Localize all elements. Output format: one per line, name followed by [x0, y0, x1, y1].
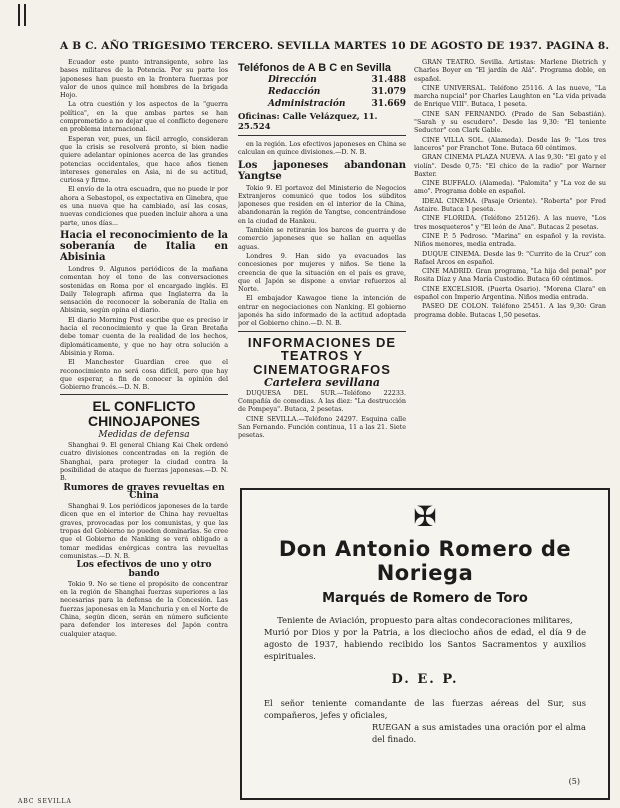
article-heading-rumores: Rumores de graves revueltas en China [63, 482, 225, 501]
paragraph: Tokio 9. No se tiene el propósito de concentrar en la región de Shanghai fuerzas superiores a las necesarias para la defensa de la Concesión. Las fuerzas japonesas en la Manchuria y en el Norte de China, según dicen, serán en número suficiente para defender los intereses del Japón contra cualquier ataque. [60, 579, 228, 638]
paragraph: CINE P. 5 Pedroso. "Marina" en español y la revista. Niños menores, media entrada. [414, 231, 606, 249]
article-heading-teatros: INFORMACIONES DE TEATROS Y CINEMATOGRAFOS [247, 334, 397, 377]
divider [238, 331, 406, 332]
paragraph: CINE EXCELSIOR. (Puerta Osario). "Morena Clara" en español con Imperio Argentina. Niños media entrada. [414, 284, 606, 302]
column-3 [414, 58, 606, 473]
phone-row [238, 98, 406, 110]
phone-row [238, 74, 406, 86]
paragraph: El envío de la otra escuadra, que no puede ir por ahora a Sebastopol, es expectativa en Ginebra, que es una nueva que ha cambiado, así las cosas, nuevas condiciones que pueden incluir ahora a una parte, unos días... [60, 185, 228, 227]
column-2 [238, 140, 406, 485]
paragraph: CINE UNIVERSAL. Teléfono 25116. A las nueve, "La marcha nupcial" por Charles Laughton en "La vida privada de Enrique VIII". Butaca, 1 peseta. [414, 83, 606, 109]
obituary-text: El señor teniente comandante de las fuerzas aéreas del Sur, sus compañeros, jefes y oficiales, [264, 698, 586, 720]
paragraph: IDEAL CINEMA. (Pasaje Oriente). "Roberta" por Fred Astaire. Butaca 1 peseta. [414, 196, 606, 214]
paragraph: El embajador Kawagoe tiene la intención de entrar en negociaciones con Nanking. El gobierno japonés ha sido informado de la actitud adoptada por el Gobierno chino.—D. N. B. [238, 294, 406, 328]
phone-label: Redacción [268, 87, 321, 97]
paragraph: CINE BUFFALO. (Alameda). "Palomita" y "La voz de su amo". Programa doble en español. [414, 179, 606, 196]
paragraph: CINE SEVILLA.—Teléfono 24297. Esquina calle San Fernando. Función continua, 11 a las 21. Siete pesetas. [238, 414, 406, 440]
phone-label: Dirección [268, 75, 317, 85]
divider [238, 135, 406, 136]
footer-mark: ABC SEVILLA [18, 798, 72, 805]
paragraph: El diario Morning Post escribe que es preciso ir hacia el reconocimiento y que la Gran Bretaña debe tomar cuenta de la realidad de los hechos, diplomáticamente, y que no hay otra solución a Abisinia y Roma. [60, 315, 228, 357]
paragraph: Londres 9. Han sido ya evacuados las concesiones por mujeres y niños. Se tiene la creencia de que la situación en el país es grave, que el Japón se dispone a enviar refuerzos al Norte. [238, 251, 406, 294]
paragraph: Tokio 9. El portavoz del Ministerio de Negocios Extranjeros comunicó que todos los súbditos japoneses que residen en el interior de la China, abandonarán la región de Yangtse, concentrándose en la ciudad de Hankeu. [238, 183, 406, 225]
paragraph: GRAN TEATRO. Sevilla. Artistas: Marlene Dietrich y Charles Boyer en "El jardín de Alá". Programa doble, en español. [414, 58, 606, 83]
paragraph: Shanghai 9. El general Chiang Kai Chek ordenó cuatro divisiones concentradas en la región de Shanghai, para proteger la ciudad contra la posibilidad de ataque de fuerzas japonesas.—D. N. B. [60, 441, 228, 483]
paragraph: PASEO DE COLON. Teléfono 25451. A las 9,30: Gran programa doble. Butacas 1,50 pesetas. [414, 302, 606, 319]
paragraph: Ecuador este punto intransigente, sobre las bases militares de la Potencia. Por su parte los japoneses han puesto en la frontera fuerzas por valor de unos quince mil hombres de la brigada Hojo. [60, 58, 228, 100]
subheading-medidas: Medidas de defensa [98, 429, 190, 440]
margin-mark [24, 4, 26, 26]
paragraph: CINE SAN FERNANDO. (Prado de San Sebastián). "Sarah y su escudero". Desde las 9,30: "El teniente Seductor" con Clark Gable. [414, 109, 606, 135]
paragraph: CINE VILLA SOL. (Alameda). Desde las 9: "Los tres lanceros" por Franchot Tone. Butaca 60 céntimos. [414, 135, 606, 152]
article-heading-abisinia: Hacia el reconocimiento de la soberanía de Italia en Abisinia [60, 229, 228, 263]
obituary-text: RUEGAN a sus amistades una oración por el alma del finado. [372, 722, 586, 744]
paragraph: Londres 9. Algunos periódicos de la mañana comentan hoy el tono de las conversaciones sostenidas en Roma por el encargado inglés. El Daily Telegraph afirma que Inglaterra da la sensación de reconocer la soberanía de Italia en Abisinia, según opina el diario. [60, 264, 228, 315]
masthead: A B C. AÑO TRIGESIMO TERCERO. SEVILLA MARTES 10 DE AGOSTO DE 1937. PAGINA 8. [60, 40, 610, 52]
intro-text [60, 58, 228, 227]
paragraph: Shanghai 9. Los periódicos japoneses de la tarde dicen que en el interior de China hay revueltas graves, provocadas por los comunistas, y que las tropas del Gobierno no pueden dominarlas. Se cree que el Gobierno de Nanking se verá obligado a tomar medidas enérgicas contra las revueltas comunistas.—D. N. B. [60, 502, 228, 560]
paragraph: DUQUESA DEL SUR.—Teléfono 22233. Compañía de comedias. A las diez: "La destrucción de Pompeya". Butaca, 2 pesetas. [238, 388, 406, 414]
phone-number: 31.488 [371, 75, 406, 85]
margin-mark [18, 4, 20, 26]
phone-label: Administración [268, 99, 346, 109]
obituary-text: Murió por Dios y por la Patria, a los dieciocho años de edad, el día 9 de agosto de 1937, habiendo recibido los Santos Sacramentos y auxilios espirituales. [264, 627, 586, 661]
paragraph: La otra cuestión y los aspectos de la "guerra política", en la que ambas partes se han comprometido a no dejar que el conflicto degenere en problema internacional. [60, 100, 228, 134]
paragraph: DUQUE CINEMA. Desde las 9: "Currito de la Cruz" con Rafael Arcos en español. [414, 249, 606, 266]
phones-title: Teléfonos de A B C en Sevilla [238, 62, 392, 74]
phone-number: 31.669 [371, 99, 406, 109]
paragraph: en la región. Los efectivos japoneses en China se calculan en quince divisiones.—D. N. B. [238, 140, 406, 157]
obituary-title: Marqués de Romero de Toro [322, 591, 528, 606]
divider [60, 394, 228, 395]
phone-number: 31.079 [371, 87, 406, 97]
notice-mark: (5) [568, 777, 580, 786]
article-heading-conflicto: EL CONFLICTO CHINOJAPONES [87, 398, 201, 430]
paragraph: CINE FLORIDA. (Teléfono 25126). A las nueve, "Los tres mosqueteros" y "El león de Ana". Butacas 2 pesetas. [414, 214, 606, 231]
phone-row [238, 86, 406, 98]
obituary-name: Don Antonio Romero de Noriega [278, 537, 572, 585]
paragraph: El Manchester Guardian cree que el reconocimiento no será cosa difícil, pero que hay que esperar, a fin de conocer la opinión del Gobierno francés.—D. N. B. [60, 358, 228, 392]
paragraph: También se retirarán los barcos de guerra y de comercio japoneses que se hallan en aquellas aguas. [238, 226, 406, 251]
article-heading-efectivos: Los efectivos de uno y otro bando [76, 560, 212, 579]
obituary-text: Teniente de Aviación, propuesto para altas condecoraciones militares, [277, 615, 573, 625]
oficinas-line: Oficinas: Calle Velázquez, 11. 25.524 [238, 112, 378, 132]
subheading-cartelera: Cartelera sevillana [263, 375, 381, 389]
obituary-box [240, 488, 610, 800]
paragraph: GRAN CINEMA PLAZA NUEVA. A las 9,30: "El gato y el violín". Desde 0,75: "El chico de la radio" por Warner Baxter. [414, 153, 606, 178]
cross-icon: ✠ [413, 500, 437, 533]
paragraph: Esperan ver, pues, un fácil arreglo, consideran que la crisis se resolverá pronto, si bien nadie quiere adelantar opiniones acerca de las grandes potencias occidentales, que hace años tienen intereses generales en Asia, ni de su actitud, curiosa y firme. [60, 134, 228, 185]
column-1 [60, 58, 228, 803]
article-heading-yangtse: Los japoneses abandonan Yangtse [238, 159, 406, 182]
paragraph: CINE MADRID. Gran programa, "La hija del penal" por Rosita Díaz y Ana María Custodio. Butaca 60 céntimos. [414, 267, 606, 284]
rip-mark: D. E. P. [391, 672, 459, 687]
phone-box [238, 62, 406, 139]
